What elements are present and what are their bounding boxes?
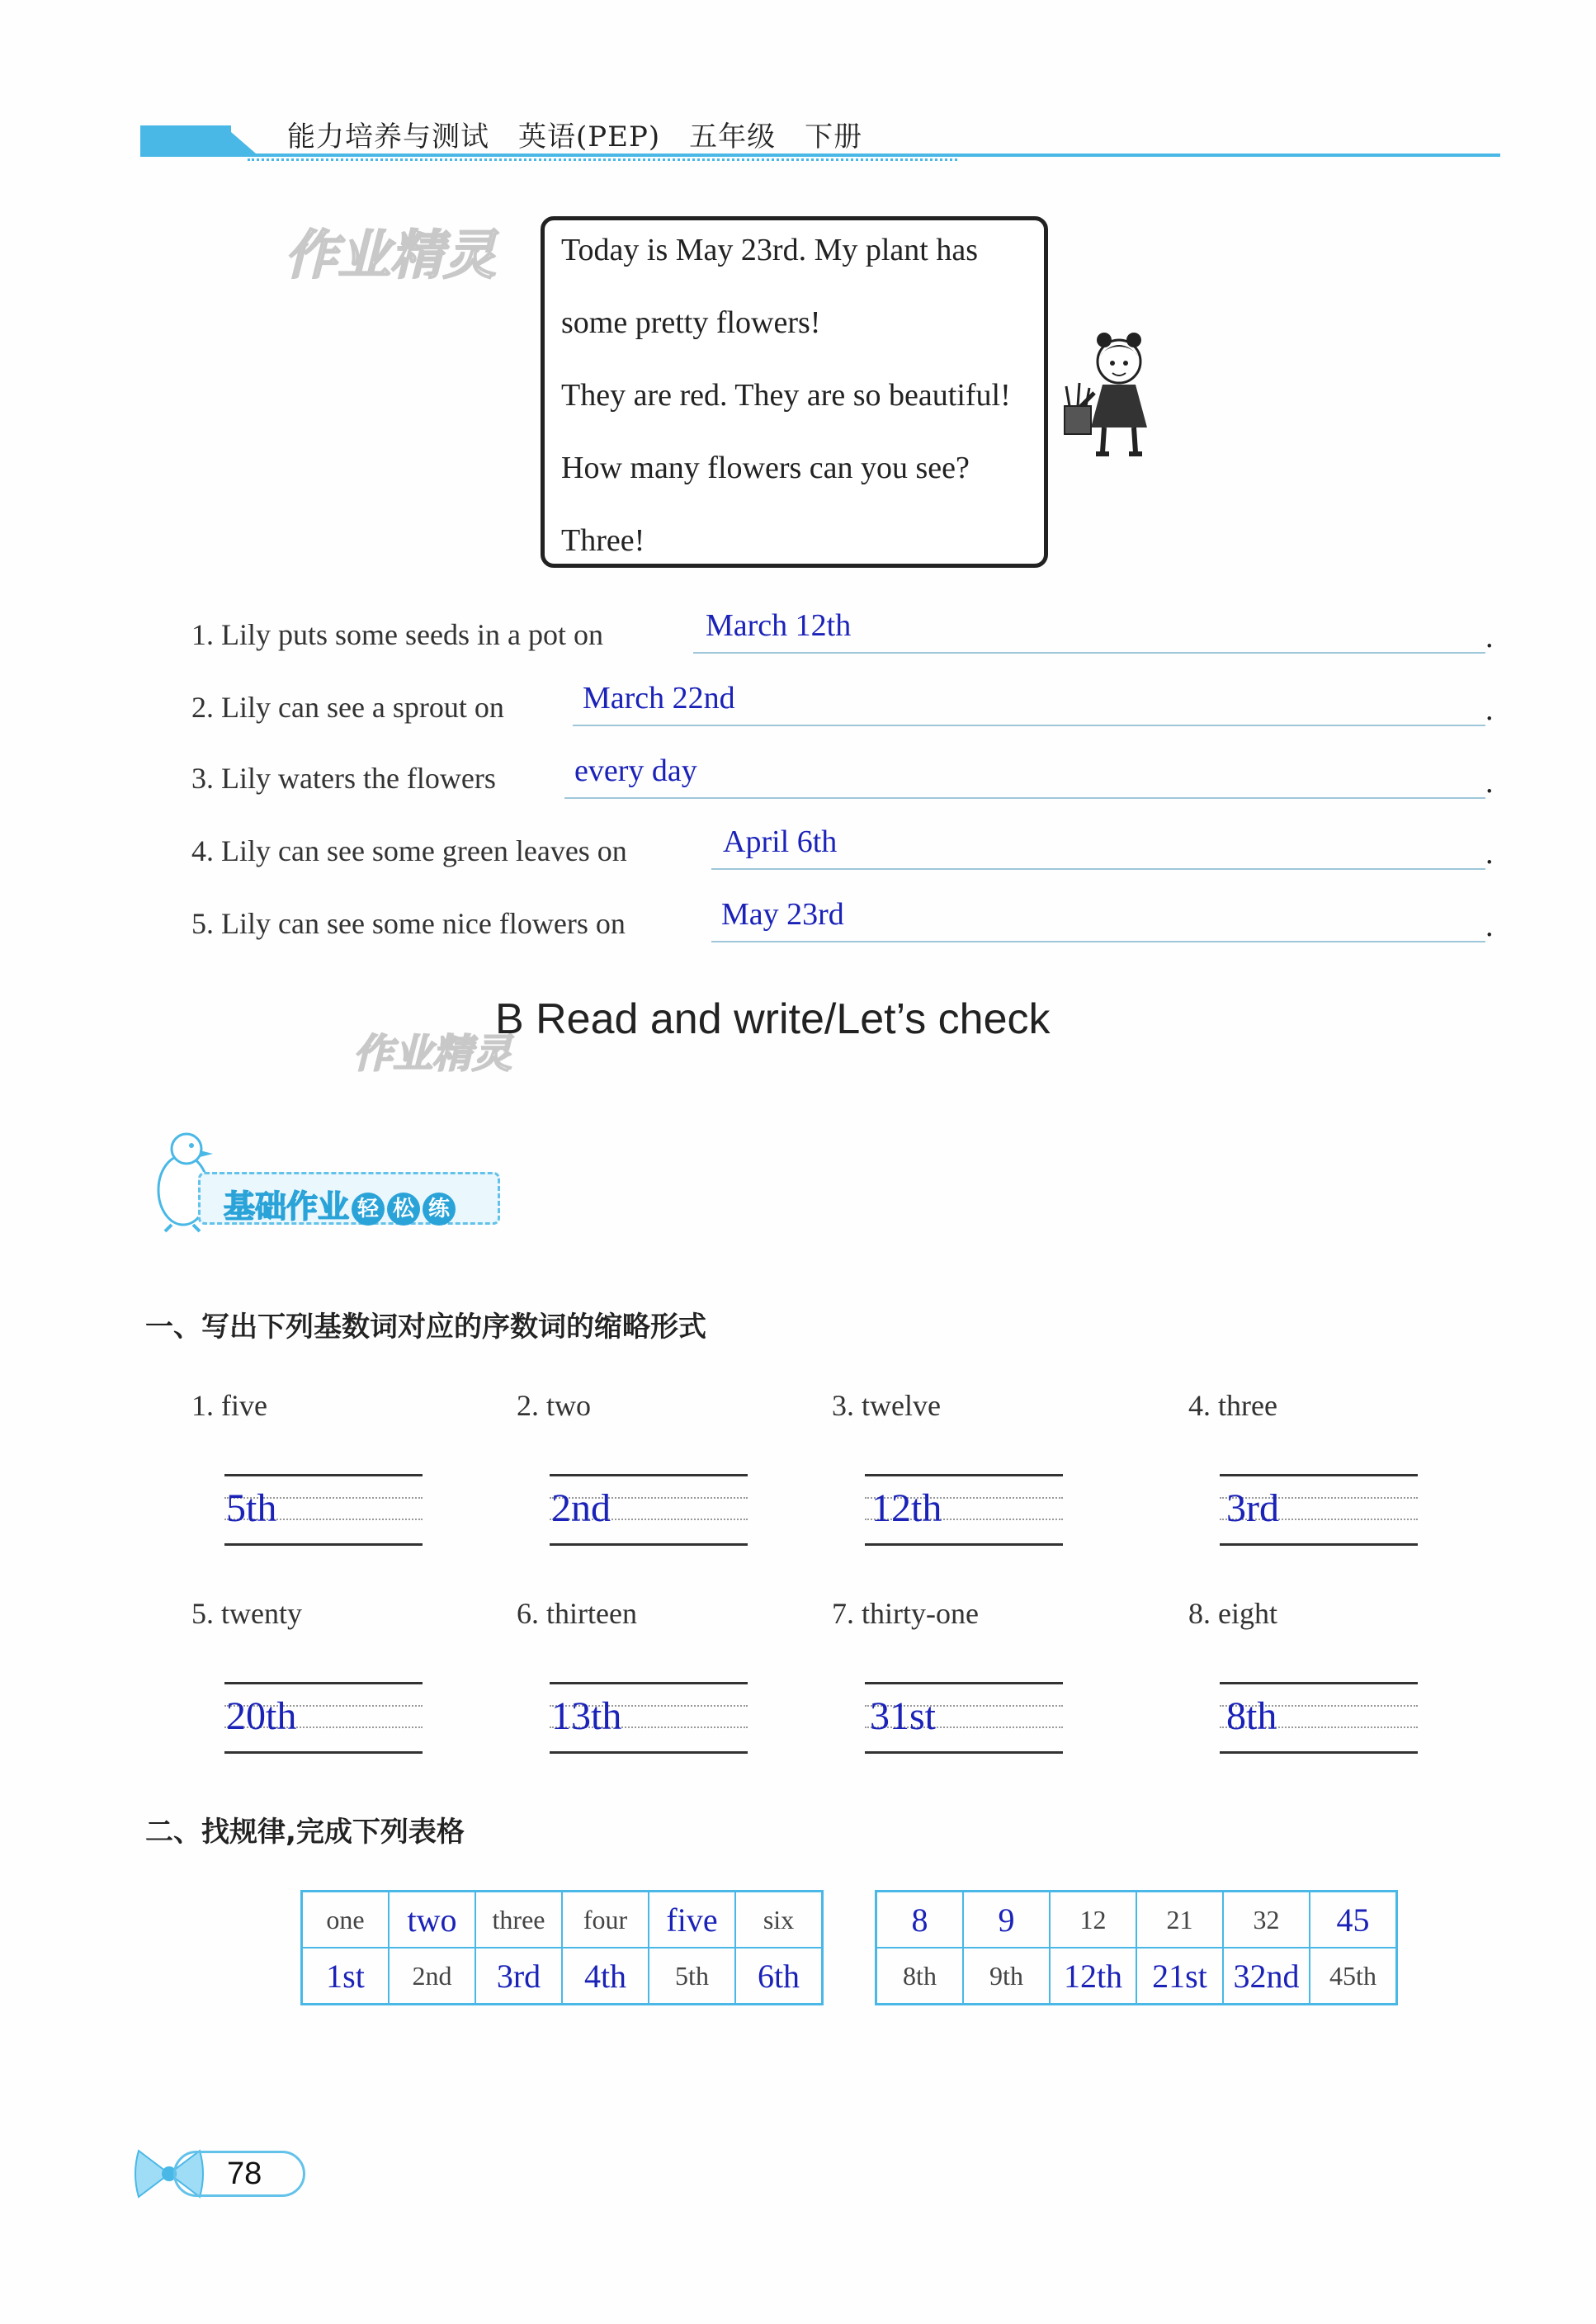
speech-line: How many flowers can you see? (561, 451, 970, 485)
table-cell-answer: two (389, 1892, 475, 1948)
table-cell: 45th (1310, 1948, 1397, 2005)
answer-text: 12th (871, 1486, 942, 1530)
answer-text: 13th (551, 1694, 622, 1738)
table-cell: one (302, 1892, 390, 1948)
answer-text: 5th (226, 1486, 277, 1530)
watermark-logo: 作业精灵 (353, 1031, 512, 1077)
question-text: 1. Lily puts some seeds in a pot on (191, 618, 603, 651)
table-cell-answer: 45 (1310, 1892, 1397, 1948)
badge-label: 基础作业 轻 松 练 (224, 1181, 456, 1226)
part1-title: 一、写出下列基数词对应的序数词的缩略形式 (145, 1311, 706, 1344)
table-cell-answer: 4th (562, 1948, 649, 2005)
item-label: 3. twelve (832, 1389, 941, 1422)
table-cell: 5th (649, 1948, 735, 2005)
answer-text: 31st (870, 1694, 937, 1738)
writing-line (865, 1474, 1063, 1476)
table-cell-answer: five (649, 1892, 735, 1948)
header-rule (140, 154, 1500, 157)
answer-text: 3rd (1226, 1486, 1279, 1530)
answer-text: April 6th (723, 824, 838, 859)
table-cell: 32 (1223, 1892, 1310, 1948)
question-text: 4. Lily can see some green leaves on (191, 834, 627, 867)
writing-line (1220, 1543, 1418, 1546)
answer-text: 8th (1226, 1694, 1277, 1738)
page-number: 78 (227, 2156, 262, 2191)
table-cell: 12 (1050, 1892, 1136, 1948)
basic-homework-badge (198, 1172, 500, 1225)
writing-line (224, 1751, 423, 1754)
writing-line (1220, 1751, 1418, 1754)
table-cell: 2nd (389, 1948, 475, 2005)
question-text: 2. Lily can see a sprout on (191, 691, 504, 724)
table-cell: three (475, 1892, 562, 1948)
period: . (1485, 692, 1494, 727)
table-cell: six (735, 1892, 823, 1948)
answer-text: 2nd (551, 1486, 611, 1530)
speech-line: Today is May 23rd. My plant has (561, 233, 979, 267)
table-cell-answer: 12th (1050, 1948, 1136, 2005)
writing-line (1220, 1682, 1418, 1684)
writing-line (550, 1474, 748, 1476)
table-cell: 8th (876, 1948, 964, 2005)
answer-text: May 23rd (721, 897, 844, 932)
writing-line (224, 1474, 423, 1476)
table-cell-answer: 32nd (1223, 1948, 1310, 2005)
header-accent-wedge (215, 132, 256, 154)
period: . (1485, 836, 1494, 871)
badge-circle: 练 (423, 1193, 456, 1226)
table-cell-answer: 6th (735, 1948, 823, 2005)
item-label: 5. twenty (191, 1597, 302, 1630)
section-title: B Read and write/Let’s check (495, 995, 1051, 1043)
writing-line (865, 1751, 1063, 1754)
answer-text: March 12th (706, 608, 852, 643)
header-dotted-rule (248, 158, 957, 161)
period: . (1485, 620, 1494, 654)
writing-line (224, 1543, 423, 1546)
answer-line (711, 868, 1485, 870)
table-cell: 21 (1136, 1892, 1223, 1948)
item-label: 7. thirty-one (832, 1597, 979, 1630)
item-label: 4. three (1188, 1389, 1277, 1422)
answer-text: March 22nd (583, 681, 735, 716)
answer-line (573, 725, 1485, 726)
writing-line (865, 1543, 1063, 1546)
period: . (1485, 765, 1494, 800)
writing-line (550, 1751, 748, 1754)
part2-title: 二、找规律,完成下列表格 (145, 1816, 465, 1849)
item-label: 2. two (517, 1389, 591, 1422)
page-number-badge (173, 2151, 305, 2197)
writing-line (865, 1682, 1063, 1684)
item-label: 6. thirteen (517, 1597, 637, 1630)
item-label: 8. eight (1188, 1597, 1277, 1630)
speech-box (541, 216, 1048, 568)
question-text: 5. Lily can see some nice flowers on (191, 907, 626, 940)
question-text: 3. Lily waters the flowers (191, 762, 496, 795)
ordinal-table-words (300, 1890, 824, 2005)
writing-line (550, 1682, 748, 1684)
table-cell: four (562, 1892, 649, 1948)
answer-line (711, 941, 1485, 942)
table-cell-answer: 1st (302, 1948, 390, 2005)
watermark-logo: 作业精灵 (285, 225, 496, 286)
table-cell-answer: 21st (1136, 1948, 1223, 2005)
speech-line: some pretty flowers! (561, 305, 821, 340)
ordinal-table-numbers (875, 1890, 1398, 2005)
writing-line (1220, 1474, 1418, 1476)
badge-circle: 轻 (352, 1193, 385, 1226)
answer-line (693, 652, 1485, 654)
speech-line: They are red. They are so beautiful! (561, 378, 1011, 413)
header-title: 能力培养与测试 英语(PEP) 五年级 下册 (287, 120, 863, 154)
table-cell: 9th (963, 1948, 1050, 2005)
table-cell-answer: 8 (876, 1892, 964, 1948)
speech-line: Three! (561, 523, 645, 558)
answer-text: 20th (226, 1694, 297, 1738)
table-cell-answer: 9 (963, 1892, 1050, 1948)
writing-line (550, 1543, 748, 1546)
table-cell-answer: 3rd (475, 1948, 562, 2005)
girl-illustration (1061, 328, 1169, 461)
item-label: 1. five (191, 1389, 267, 1422)
writing-line (224, 1682, 423, 1684)
answer-text: every day (574, 753, 697, 788)
badge-circle: 松 (387, 1193, 420, 1226)
period: . (1485, 909, 1494, 943)
answer-line (564, 797, 1485, 799)
